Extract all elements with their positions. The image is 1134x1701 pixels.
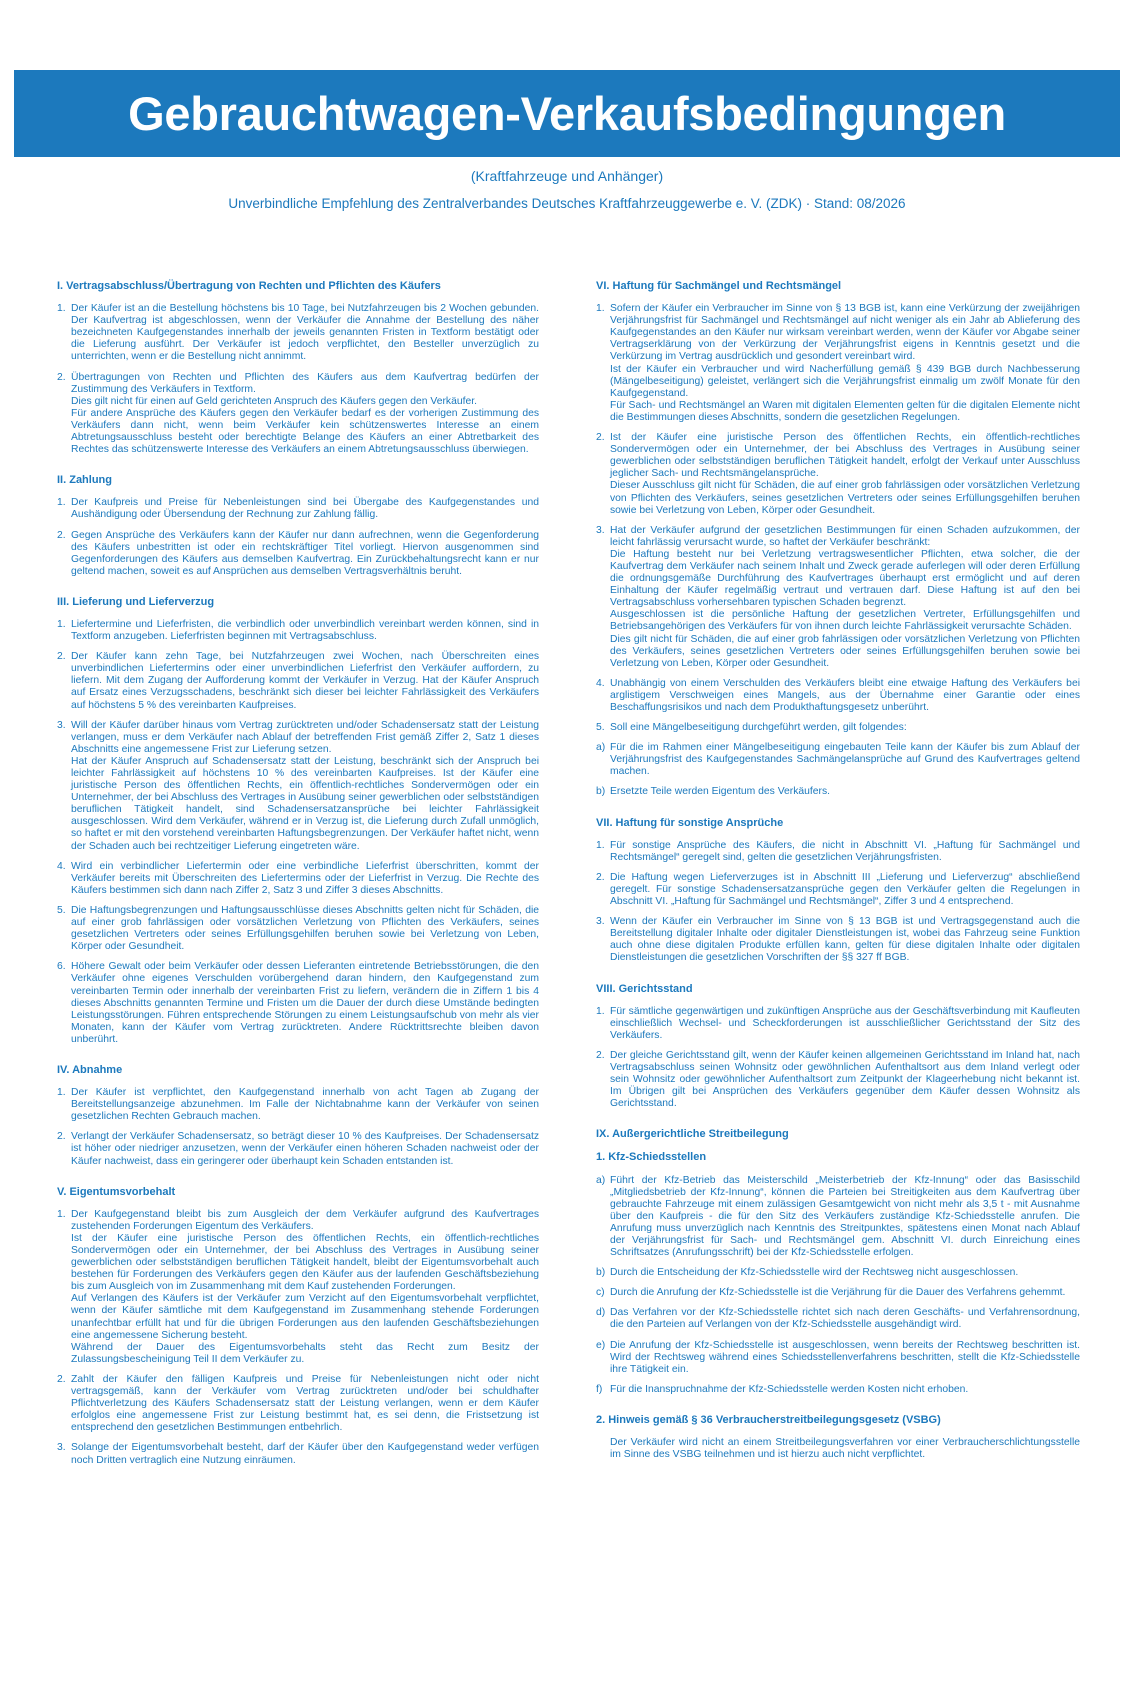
clause-text — [71, 905, 539, 953]
right-column — [596, 280, 1080, 1461]
clause-item — [57, 961, 539, 1046]
clause-paragraph: Während der Dauer des Eigentumsvorbehalts steht das Recht zum Besitz der Zulassungsbescheinigung Teil II dem Verkäufer zu. — [71, 1341, 539, 1365]
terms-section — [57, 1064, 539, 1168]
clause-marker: 3. — [596, 524, 605, 536]
page-subtitle: (Kraftfahrzeuge und Anhänger) — [470, 168, 664, 184]
clause-list — [596, 840, 1080, 965]
section-subheading: 1. Kfz-Schiedsstellen — [596, 1151, 707, 1164]
clause-item — [57, 372, 539, 457]
clause-marker: a) — [596, 742, 606, 754]
clause-marker: 2. — [596, 871, 605, 883]
clause-item — [596, 786, 1080, 798]
clause-item — [596, 1384, 1080, 1396]
clause-marker: d) — [596, 1307, 606, 1319]
clause-paragraph: Liefertermine und Lieferfristen, die verbindlich oder unverbindlich vereinbart werden können, sind in Textform anzugeben. Lieferfristen beginnen mit Vertragsabschluss. — [71, 618, 539, 643]
section-heading: IV. Abnahme — [57, 1063, 123, 1076]
terms-section — [57, 1186, 539, 1467]
clause-item — [596, 872, 1080, 908]
terms-section — [596, 817, 1080, 965]
clause-item — [57, 497, 539, 521]
clause-marker: 2. — [57, 1131, 66, 1143]
section-heading: I. Vertragsabschluss/Übertragung von Rechten und Pflichten des Käufers — [57, 280, 441, 292]
clause-marker: 2. — [57, 371, 66, 383]
clause-item — [596, 916, 1080, 964]
clause-item — [596, 1287, 1080, 1299]
clause-text — [71, 961, 539, 1046]
clause-list — [596, 1175, 1080, 1396]
section-heading: VII. Haftung für sonstige Ansprüche — [596, 816, 784, 829]
clause-text — [610, 303, 1080, 424]
section-heading: VI. Haftung für Sachmängel und Rechtsmängel — [596, 280, 842, 292]
clause-marker: b) — [596, 1267, 606, 1279]
clause-marker: 1. — [57, 1087, 66, 1099]
section-heading: VIII. Gerichtsstand — [596, 982, 693, 995]
clause-paragraph: Die Haftungsbegrenzungen und Haftungsausschlüsse dieses Abschnitts gelten nicht für Schäden, die auf einer grob fahrlässigen oder vorsätzlichen Verletzung von Pflichten des Verkäufers, seines gesetzlichen Vertreters oder seines Erfüllungsgehilfen beruhen sowie bei Verletzung von Leben, Körper oder Gesundheit. — [71, 904, 539, 953]
clause-item — [57, 861, 539, 897]
clause-text — [610, 432, 1080, 517]
page-title: Gebrauchtwagen-Verkaufsbedingungen — [128, 87, 1006, 140]
terms-section — [57, 596, 539, 1046]
clause-paragraph: Solange der Eigentumsvorbehalt besteht, darf der Käufer über den Kaufgegenstand weder verfügen noch Dritten vertraglich eine Nutzung einräumen. — [71, 1442, 539, 1466]
clause-item — [596, 742, 1080, 778]
clause-paragraph: Führt der Kfz-Betrieb das Meisterschild „Meisterbetrieb der Kfz-Innung“ oder das Basisschild „Mitgliedsbetrieb der Kfz-Innung“, können die Parteien bei Streitigkeiten aus dem Kaufvertrag über gebrauchte Fahrzeuge mit einem zulässigen Gesamtgewicht von nicht mehr als 3,5 t - mit Ausnahme über den Kaufpreis - die für den Sitz des Verkäufers zuständige Kfz-Schiedsstelle anrufen. Die Anrufung muss unverzüglich nach Kenntnis des Streitpunktes, spätestens einen Monat nach Ablauf der Verjährungsfrist für Sach- und Rechtsmängel gem. Abschnitt VI. durch Einreichung eines Schriftsatzes (Anrufungsschrift) bei der Kfz-Schiedsstelle erfolgen. — [610, 1174, 1080, 1259]
section-heading: V. Eigentumsvorbehalt — [57, 1185, 176, 1198]
clause-marker: 2. — [596, 432, 605, 444]
clause-item — [596, 1175, 1080, 1260]
section-heading: IX. Außergerichtliche Streitbeilegung — [596, 1128, 789, 1141]
clause-text — [71, 1209, 539, 1366]
clause-paragraph: Dieser Ausschluss gilt nicht für Schäden, die auf einer grob fahrlässigen oder vorsätzlichen Verletzung von Pflichten des Verkäufers, seines gesetzlichen Vertreters oder seines Erfüllungsgehilfen beruhen sowie bei Verletzung von Leben, Körper oder Gesundheit. — [610, 480, 1080, 516]
clause-text — [71, 651, 539, 711]
clause-paragraph: Für andere Ansprüche des Käufers gegen den Verkäufer bedarf es der vorherigen Zustimmung des Verkäufers dann nicht, wenn beim Verkäufer kein schützenswertes Interesse an einem Abtretungsausschluss besteht oder berechtigte Belange des Käufers an einer Abtretbarkeit des Rechtes das schützenswerte Interesse des Verkäufers an einem Abtretungsausschluss überwiegen. — [71, 407, 539, 456]
clause-marker: 1. — [57, 497, 66, 509]
clause-paragraph: Der gleiche Gerichtsstand gilt, wenn der Käufer keinen allgemeinen Gerichtsstand im Inland hat, nach Vertragsabschluss seinen Wohnsitz oder gewöhnlichen Aufenthaltsort aus dem Inland verlegt oder sein Wohnsitz oder gewöhnlicher Aufenthaltsort zum Zeitpunkt der Klageerhebung nicht bekannt ist. Im Übrigen gilt bei Ansprüchen des Verkäufers gegenüber dem Käufer dessen Wohnsitz als Gerichtsstand. — [610, 1049, 1080, 1110]
clause-marker: 4. — [596, 677, 605, 689]
clause-paragraph: Der Käufer ist verpflichtet, den Kaufgegenstand innerhalb von acht Tagen ab Zugang der Bereitstellungsanzeige abzunehmen. Im Falle der Nichtabnahme kann der Verkäufer von seinen gesetzlichen Rechten Gebrauch machen. — [71, 1087, 539, 1123]
clause-paragraph: Das Verfahren vor der Kfz-Schiedsstelle richtet sich nach deren Geschäfts- und Verfahrensordnung, die den Parteien auf Verlangen von der Kfz-Schiedsstelle ausgehändigt wird. — [610, 1307, 1080, 1331]
clause-list — [596, 1006, 1080, 1111]
clause-marker: 1. — [596, 303, 605, 315]
clause-marker: a) — [596, 1174, 606, 1186]
clause-text — [71, 861, 539, 897]
clause-paragraph: Ist der Käufer eine juristische Person des öffentlichen Rechts, ein öffentlich-rechtliches Sondervermögen oder ein Unternehmer, der bei Abschluss des Vertrages in Ausübung seiner gewerblichen oder selbstständigen beruflichen Tätigkeit handelt, bleibt der Eigentumsvorbehalt auch bestehen für Forderungen des Verkäufers gegen den Käufer aus der laufenden Geschäftsbeziehung bis zum Ausgleich von im Zusammenhang mit dem Kauf zustehenden Forderungen. — [71, 1232, 539, 1293]
clause-paragraph: Unabhängig von einem Verschulden des Verkäufers bleibt eine etwaige Haftung des Verkäufers bei arglistigem Verschweigen eines Mangels, aus der Übernahme einer Garantie oder eines Beschaffungsrisikos und nach dem Produkthaftungsgesetz unberührt. — [610, 677, 1080, 713]
closing-paragraph: Der Verkäufer wird nicht an einem Streitbeilegungsverfahren vor einer Verbraucherschlichtungsstelle im Sinne des VSBG teilnehmen und ist hierzu auch nicht verpflichtet. — [610, 1437, 1080, 1461]
clause-text — [610, 840, 1080, 864]
clause-marker: 3. — [57, 719, 66, 731]
clause-paragraph: Der Kaufgegenstand bleibt bis zum Ausgleich der dem Verkäufer aufgrund des Kaufvertrages zustehenden Forderungen Eigentum des Verkäufers. — [71, 1208, 539, 1232]
terms-section — [596, 983, 1080, 1111]
clause-list — [57, 497, 539, 578]
section-heading: II. Zahlung — [57, 474, 112, 487]
clause-item — [57, 1131, 539, 1167]
clause-paragraph: Ist der Käufer eine juristische Person des öffentlichen Rechts, ein öffentlich-rechtliches Sondervermögen oder ein Unternehmer, der bei Abschluss des Vertrages in Ausübung seiner gewerblichen oder selbstständigen beruflichen Tätigkeit handelt, erfolgt der Verkauf unter Ausschluss jeglicher Sach- und Rechtsmängelansprüche. — [610, 432, 1080, 480]
clause-marker: 2. — [57, 1373, 66, 1385]
clause-list — [57, 303, 539, 456]
clause-paragraph: Übertragungen von Rechten und Pflichten des Käufers aus dem Kaufvertrag bedürfen der Zustimmung des Verkäufers in Textform. — [71, 371, 539, 395]
clause-paragraph: Höhere Gewalt oder beim Verkäufer oder dessen Lieferanten eintretende Betriebsstörungen, die den Verkäufer ohne eigenes Verschulden vorübergehend daran hindern, den Kaufgegenstand zum vereinbarten Termin oder innerhalb der vereinbarten Frist zu liefern, verändern die in Ziffern 1 bis 4 dieses Abschnitts genannten Termine und Fristen um die Dauer der durch diese Umstände bedingten Leistungsstörungen. Führen entsprechende Störungen zu einem Leistungsaufschub von mehr als vier Monaten, kann der Käufer vom Vertrag zurücktreten. Andere Rücktrittsrechte bleiben davon unberührt. — [71, 961, 539, 1045]
clause-marker: 3. — [57, 1442, 66, 1454]
clause-text — [610, 916, 1080, 964]
clause-paragraph: Hat der Käufer Anspruch auf Schadensersatz statt der Leistung, beschränkt sich der Anspruch bei leichter Fahrlässigkeit auf höchstens 10 % des vereinbarten Kaufpreises. Ist der Käufer eine juristische Person des öffentlichen Rechts, ein öffentlich-rechtliches Sondervermögen oder ein Unternehmer, der bei Abschluss des Vertrages in Ausübung seiner gewerblichen oder selbstständigen beruflichen Tätigkeit handelt, sind Schadensersatzansprüche bei leichter Fahrlässigkeit ausgeschlossen. Wird dem Verkäufer, während er in Verzug ist, die Lieferung durch Zufall unmöglich, so haftet er mit den vorstehend vereinbarten Haftungsbegrenzungen. Der Verkäufer haftet nicht, wenn der Schaden auch bei rechtzeitiger Lieferung eingetreten wäre. — [71, 755, 539, 852]
clause-item — [596, 1267, 1080, 1279]
clause-paragraph: Auf Verlangen des Käufers ist der Verkäufer zum Verzicht auf den Eigentumsvorbehalt verpflichtet, wenn der Käufer sämtliche mit dem Kaufgegenstand im Zusammenhang stehende Forderungen unanfechtbar erfüllt hat und für die übrigen Forderungen aus den laufenden Geschäftsbeziehungen eine angemessene Sicherung besteht. — [71, 1293, 539, 1341]
clause-item — [57, 905, 539, 953]
clause-paragraph: Soll eine Mängelbeseitigung durchgeführt werden, gilt folgendes: — [610, 722, 907, 734]
clause-text — [610, 1050, 1080, 1110]
clause-marker: 5. — [57, 904, 66, 916]
clause-marker: 3. — [596, 916, 605, 928]
clause-text — [71, 372, 539, 457]
clause-paragraph: Der Kaufpreis und Preise für Nebenleistungen sind bei Übergabe des Kaufgegenstandes und Aushändigung oder Übersendung der Rechnung zur Zahlung fällig. — [71, 497, 539, 521]
clause-text — [71, 497, 539, 521]
clause-paragraph: Der Käufer ist an die Bestellung höchstens bis 10 Tage, bei Nutzfahrzeugen bis 2 Wochen gebunden. Der Kaufvertrag ist abgeschlossen, wenn der Verkäufer die Annahme der Bestellung des näher bezeichneten Kaufgegenstandes innerhalb der jeweils genannten Fristen in Textform bestätigt oder die Lieferung ausführt. Der Verkäufer ist jedoch verpflichtet, den Besteller unverzüglich zu unterrichten, wenn er die Bestellung nicht annimmt. — [71, 303, 539, 363]
clause-text — [610, 722, 1080, 734]
clause-paragraph: Gegen Ansprüche des Verkäufers kann der Käufer nur dann aufrechnen, wenn die Gegenforderung des Käufers unbestritten ist oder ein rechtskräftiger Titel vorliegt. Hiervon ausgenommen sind Gegenforderungen des Käufers aus demselben Kaufvertrag. Ein Zurückbehaltungsrecht kann er nur geltend machen, soweit es auf Ansprüchen aus demselben Vertragsverhältnis beruht. — [71, 529, 539, 577]
clause-item — [57, 530, 539, 578]
clause-item — [596, 303, 1080, 424]
clause-marker: c) — [596, 1287, 605, 1299]
clause-marker: 6. — [57, 961, 66, 973]
clause-marker: 1. — [57, 1208, 66, 1220]
clause-marker: 1. — [57, 303, 66, 315]
clause-paragraph: Durch die Entscheidung der Kfz-Schiedsstelle wird der Rechtsweg nicht ausgeschlossen. — [610, 1267, 1019, 1279]
clause-text — [610, 1006, 1080, 1042]
clause-paragraph: Ausgeschlossen ist die persönliche Haftung der gesetzlichen Vertreter, Erfüllungsgehilfen und Betriebsangehörigen des Verkäufers für von ihnen durch leichte Fahrlässigkeit verursachte Schäden. — [610, 609, 1080, 633]
clause-paragraph: Ersetzte Teile werden Eigentum des Verkäufers. — [610, 786, 831, 798]
clause-paragraph: Die Haftung wegen Lieferverzuges ist in Abschnitt III „Lieferung und Lieferverzug“ abschließend geregelt. Für sonstige Schadensersatzansprüche gegen den Verkäufer gelten die Regelungen in Abschnitt VI. „Haftung für Sachmängel und Rechtsmängel“, Ziffer 3 und 4 entsprechend. — [610, 871, 1080, 908]
clause-paragraph: Der Käufer kann zehn Tage, bei Nutzfahrzeugen zwei Wochen, nach Überschreiten eines unverbindlichen Liefertermins oder einer unverbindlichen Lieferfrist den Verkäufer auffordern, zu liefern. Mit dem Zugang der Aufforderung kommt der Verkäufer in Verzug. Hat der Käufer Anspruch auf Ersatz eines Verzugsschadens, beschränkt sich dieser bei leichter Fahrlässigkeit des Verkäufers auf höchstens 5 % des vereinbarten Kaufpreises. — [71, 651, 539, 711]
clause-item — [57, 1374, 539, 1434]
clause-paragraph: Für die im Rahmen einer Mängelbeseitigung eingebauten Teile kann der Käufer bis zum Ablauf der Verjährungsfrist des Kaufgegenstandes Sachmängelansprüche auf Grund des Kaufvertrages geltend machen. — [610, 742, 1080, 778]
clause-item — [596, 840, 1080, 864]
clause-item — [57, 1209, 539, 1366]
section-heading: III. Lieferung und Lieferverzug — [57, 595, 215, 608]
clause-text — [610, 1340, 1080, 1376]
clause-paragraph: Wird ein verbindlicher Liefertermin oder eine verbindliche Lieferfrist überschritten, kommt der Verkäufer bereits mit Überschreiten des Liefertermins oder der Lieferfrist in Verzug. Die Rechte des Käufers bestimmen sich dann nach Ziffer 2, Satz 3 und Ziffer 3 dieses Abschnitts. — [71, 860, 539, 896]
clause-paragraph: Dies gilt nicht für Schäden, die auf einer grob fahrlässigen oder vorsätzlichen Verletzung von Pflichten des Verkäufers, seines gesetzlichen Vertreters oder seines Erfüllungsgehilfen beruhen sowie bei Verletzung von Leben, Körper oder Gesundheit. — [610, 633, 1080, 669]
clause-text — [71, 1442, 539, 1466]
clause-text — [610, 1175, 1080, 1260]
clause-text — [71, 1374, 539, 1434]
clause-item — [596, 678, 1080, 714]
terms-section — [57, 280, 539, 456]
clause-item — [57, 1442, 539, 1466]
clause-item — [596, 432, 1080, 517]
terms-section — [596, 280, 1080, 799]
clause-list — [57, 619, 539, 1046]
clause-item — [596, 525, 1080, 670]
clause-text — [610, 525, 1080, 670]
clause-paragraph: Sofern der Käufer ein Verbraucher im Sinne von § 13 BGB ist, kann eine Verkürzung der zweijährigen Verjährungsfrist für Sachmängel und Rechtsmängel auf nicht weniger als ein Jahr ab Ablieferung des Kaufgegenstandes an den Käufer nur wirksam vereinbart werden, wenn der Käufer vor Abgabe seiner Vertragserklärung von der Verkürzung der Verjährungsfrist eigens in Kenntnis gesetzt und die Verkürzung im Vertrag ausdrücklich und gesondert vereinbart wird. — [610, 303, 1080, 363]
clause-marker: 4. — [57, 860, 66, 872]
clause-item — [57, 651, 539, 711]
clause-paragraph: Wenn der Käufer ein Verbraucher im Sinne von § 13 BGB ist und Vertragsgegenstand auch die Bereitstellung digitaler Inhalte oder digitaler Dienstleistungen ist, wobei das Fahrzeug seine Funktion auch ohne diese digitalen Produkte erfüllen kann, gelten für diese digitalen Inhalte oder digitalen Dienstleistungen die gesetzlichen Vorschriften der §§ 327 ff BGB. — [610, 916, 1080, 964]
clause-paragraph: Zahlt der Käufer den fälligen Kaufpreis und Preise für Nebenleistungen nicht oder nicht vertragsgemäß, kann der Verkäufer vom Vertrag zurücktreten und/oder bei schuldhafter Pflichtverletzung des Käufers Schadensersatz statt der Leistung verlangen, wenn er dem Käufer erfolglos eine angemessene Frist zur Leistung bestimmt hat, es sei denn, die Fristsetzung ist entsprechend den gesetzlichen Bestimmungen entbehrlich. — [71, 1373, 539, 1434]
terms-section — [596, 1128, 1080, 1461]
clause-paragraph: Will der Käufer darüber hinaus vom Vertrag zurücktreten und/oder Schadensersatz statt der Leistung verlangen, muss er dem Verkäufer nach Ablauf der betreffenden Frist gemäß Ziffer 2, Satz 1 dieses Abschnitts eine angemessene Frist zur Lieferung setzen. — [71, 719, 539, 755]
clause-paragraph: Dies gilt nicht für einen auf Geld gerichteten Anspruch des Käufers gegen den Verkäufer. — [71, 395, 477, 407]
clause-paragraph: Für Sach- und Rechtsmängel an Waren mit digitalen Elementen gelten für die digitalen Elemente nicht die Bestimmungen dieses Abschnitts, sondern die gesetzlichen Regelungen. — [610, 399, 1080, 423]
recommendation-line: Unverbindliche Empfehlung des Zentralverbandes Deutsches Kraftfahrzeuggewerbe e. V. (ZDK) · Stand: 08/2026 — [228, 196, 906, 211]
clause-item — [596, 722, 1080, 734]
clause-text — [610, 742, 1080, 778]
clause-item — [596, 1050, 1080, 1110]
left-column — [57, 280, 539, 1485]
clause-marker: 2. — [57, 651, 66, 663]
clause-marker: e) — [596, 1339, 606, 1351]
clause-paragraph: Die Anrufung der Kfz-Schiedsstelle ist ausgeschlossen, wenn bereits der Rechtsweg beschritten ist. Wird der Rechtsweg während eines Schiedsstellenverfahrens beschritten, stellt die Kfz-Schiedsstelle ihre Tätigkeit ein. — [610, 1339, 1080, 1375]
clause-item — [57, 720, 539, 853]
clause-text — [610, 786, 1080, 798]
clause-text — [71, 1087, 539, 1123]
clause-paragraph: Die Haftung besteht nur bei Verletzung vertragswesentlicher Pflichten, etwa solcher, die der Kaufvertrag dem Verkäufer nach seinem Inhalt und Zweck gerade auferlegen will oder deren Erfüllung die ordnungsgemäße Durchführung des Kaufvertrages überhaupt erst ermöglicht und auf deren Einhaltung der Käufer regelmäßig vertraut und vertrauen darf. Diese Haftung ist auf den bei Vertragsabschluss vorhersehbaren typischen Schaden begrenzt. — [610, 548, 1080, 609]
clause-marker: 1. — [596, 1005, 605, 1017]
clause-text — [71, 303, 539, 363]
clause-marker: 1. — [57, 618, 66, 630]
clause-text — [610, 1267, 1080, 1279]
clause-marker: 2. — [596, 1049, 605, 1061]
title-banner — [14, 70, 1120, 157]
clause-text — [71, 530, 539, 578]
clause-item — [596, 1340, 1080, 1376]
clause-item — [57, 303, 539, 363]
clause-marker: 1. — [596, 839, 605, 851]
terms-section — [57, 474, 539, 578]
clause-item — [57, 1087, 539, 1123]
clause-list — [57, 1087, 539, 1168]
clause-text — [610, 1307, 1080, 1331]
clause-marker: 5. — [596, 722, 605, 734]
clause-paragraph: Verlangt der Verkäufer Schadensersatz, so beträgt dieser 10 % des Kaufpreises. Der Schadensersatz ist höher oder niedriger anzusetzen, wenn der Verkäufer einen höheren Schaden nachweist oder der Käufer nachweist, dass ein geringerer oder überhaupt kein Schaden entstanden ist. — [71, 1131, 539, 1167]
clause-paragraph: Ist der Käufer ein Verbraucher und wird Nacherfüllung gemäß § 439 BGB durch Nachbesserung (Mängelbeseitigung) geleistet, verlängert sich die Verjährungsfrist einmalig um zwölf Monate für den Kaufgegenstand. — [610, 363, 1080, 399]
clause-text — [71, 1131, 539, 1167]
clause-item — [596, 1307, 1080, 1331]
clause-paragraph: Durch die Anrufung der Kfz-Schiedsstelle ist die Verjährung für die Dauer des Verfahrens gehemmt. — [610, 1287, 1066, 1299]
section-subheading: 2. Hinweis gemäß § 36 Verbraucherstreitbeilegungsgesetz (VSBG) — [596, 1413, 941, 1426]
clause-paragraph: Hat der Verkäufer aufgrund der gesetzlichen Bestimmungen für einen Schaden aufzukommen, der leicht fahrlässig verursacht wurde, so haftet der Verkäufer beschränkt: — [610, 524, 1080, 548]
clause-text — [71, 720, 539, 853]
clause-marker: 2. — [57, 529, 66, 541]
clause-item — [596, 1006, 1080, 1042]
clause-text — [71, 619, 539, 643]
clause-text — [610, 1384, 1080, 1396]
clause-paragraph: Für sämtliche gegenwärtigen und zukünftigen Ansprüche aus der Geschäftsverbindung mit Kaufleuten einschließlich Wechsel- und Scheckforderungen ist ausschließlicher Gerichtsstand der Sitz des Verkäufers. — [610, 1005, 1080, 1041]
clause-list — [596, 303, 1080, 798]
clause-marker: b) — [596, 786, 606, 798]
clause-text — [610, 678, 1080, 714]
clause-text — [610, 872, 1080, 908]
clause-marker: f) — [596, 1383, 603, 1395]
clause-list — [57, 1209, 539, 1467]
clause-text — [610, 1287, 1080, 1299]
clause-paragraph: Für die Inanspruchnahme der Kfz-Schiedsstelle werden Kosten nicht erhoben. — [610, 1383, 969, 1395]
clause-item — [57, 619, 539, 643]
clause-paragraph: Für sonstige Ansprüche des Käufers, die nicht in Abschnitt VI. „Haftung für Sachmängel und Rechtsmängel“ geregelt sind, gelten die gesetzlichen Verjährungsfristen. — [610, 839, 1080, 863]
